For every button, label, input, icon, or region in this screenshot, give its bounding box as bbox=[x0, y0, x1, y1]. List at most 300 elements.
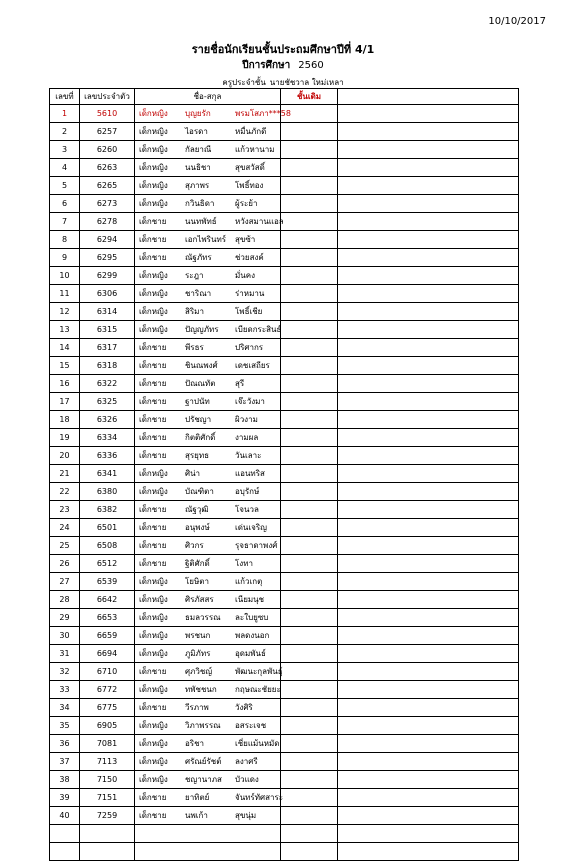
last-name: สุรี bbox=[235, 379, 245, 388]
student-id: 6294 bbox=[80, 231, 135, 249]
student-number: 1 bbox=[50, 105, 80, 123]
previous-class-cell bbox=[281, 699, 338, 717]
empty-cell bbox=[80, 843, 135, 861]
last-name: สุขซ้า bbox=[235, 235, 256, 244]
student-number: 26 bbox=[50, 555, 80, 573]
table-row bbox=[50, 501, 519, 519]
first-name: กวินธิดา bbox=[185, 199, 215, 208]
table-row bbox=[50, 555, 519, 573]
student-number: 5 bbox=[50, 177, 80, 195]
blank-cell bbox=[338, 753, 519, 771]
previous-class-cell bbox=[281, 627, 338, 645]
name-prefix: เด็กหญิง bbox=[139, 613, 168, 622]
first-name: ภูมิภัทร bbox=[185, 649, 211, 658]
first-name: ศรัณย์รัชต์ bbox=[185, 757, 222, 766]
student-id: 6273 bbox=[80, 195, 135, 213]
academic-year-value: 2560 bbox=[298, 60, 324, 71]
previous-class-cell bbox=[281, 393, 338, 411]
last-name: โงทา bbox=[235, 559, 253, 568]
student-name bbox=[135, 771, 281, 789]
previous-class-cell bbox=[281, 573, 338, 591]
student-name bbox=[135, 285, 281, 303]
student-number: 21 bbox=[50, 465, 80, 483]
student-number: 25 bbox=[50, 537, 80, 555]
previous-class-cell bbox=[281, 375, 338, 393]
table-row bbox=[50, 537, 519, 555]
table-row bbox=[50, 771, 519, 789]
table-row bbox=[50, 375, 519, 393]
previous-class-cell bbox=[281, 141, 338, 159]
table-row bbox=[50, 249, 519, 267]
student-id: 6512 bbox=[80, 555, 135, 573]
student-id: 6539 bbox=[80, 573, 135, 591]
blank-cell bbox=[338, 627, 519, 645]
student-number: 38 bbox=[50, 771, 80, 789]
previous-class-cell bbox=[281, 537, 338, 555]
print-date: 10/10/2017 bbox=[488, 16, 546, 27]
last-name: เจ๊ะวังมา bbox=[235, 397, 265, 406]
student-number: 40 bbox=[50, 807, 80, 825]
name-prefix: เด็กหญิง bbox=[139, 109, 168, 118]
student-number: 16 bbox=[50, 375, 80, 393]
last-name: ผิวงาม bbox=[235, 415, 258, 424]
student-id: 6772 bbox=[80, 681, 135, 699]
blank-cell bbox=[338, 771, 519, 789]
blank-cell bbox=[338, 357, 519, 375]
previous-class-cell bbox=[281, 195, 338, 213]
first-name: กัลยาณี bbox=[185, 145, 212, 154]
blank-cell bbox=[338, 321, 519, 339]
blank-cell bbox=[338, 303, 519, 321]
blank-cell bbox=[338, 465, 519, 483]
student-name bbox=[135, 159, 281, 177]
first-name: ยาทิตย์ bbox=[185, 793, 210, 802]
first-name: ปัญญภัทร bbox=[185, 325, 219, 334]
last-name: มั่นคง bbox=[235, 271, 255, 280]
empty-cell bbox=[50, 843, 80, 861]
first-name: ศิวกร bbox=[185, 541, 204, 550]
first-name: พรชนก bbox=[185, 631, 211, 640]
blank-cell bbox=[338, 591, 519, 609]
name-prefix: เด็กหญิง bbox=[139, 631, 168, 640]
student-name bbox=[135, 267, 281, 285]
blank-cell bbox=[338, 555, 519, 573]
blank-cell bbox=[338, 663, 519, 681]
blank-cell bbox=[338, 267, 519, 285]
name-prefix: เด็กชาย bbox=[139, 793, 167, 802]
header-status: ชั้นเดิม bbox=[281, 89, 338, 105]
last-name: แก้วเกตุ bbox=[235, 577, 263, 586]
academic-year bbox=[0, 58, 566, 73]
blank-cell bbox=[338, 573, 519, 591]
name-prefix: เด็กชาย bbox=[139, 253, 167, 262]
student-number: 19 bbox=[50, 429, 80, 447]
table-row bbox=[50, 573, 519, 591]
student-name bbox=[135, 645, 281, 663]
name-prefix: เด็กชาย bbox=[139, 235, 167, 244]
first-name: ปรัชญา bbox=[185, 415, 212, 424]
student-id: 6263 bbox=[80, 159, 135, 177]
first-name: พีรธร bbox=[185, 343, 204, 352]
student-id: 6642 bbox=[80, 591, 135, 609]
last-name: เบียดกระสินธ์ bbox=[235, 325, 282, 334]
table-row bbox=[50, 609, 519, 627]
student-name bbox=[135, 663, 281, 681]
blank-cell bbox=[338, 501, 519, 519]
student-number: 24 bbox=[50, 519, 80, 537]
last-name: วังศิริ bbox=[235, 703, 253, 712]
last-name: โจนวล bbox=[235, 505, 259, 514]
previous-class-cell bbox=[281, 717, 338, 735]
name-prefix: เด็กชาย bbox=[139, 451, 167, 460]
first-name: สุรยุทธ bbox=[185, 451, 210, 460]
empty-row bbox=[50, 825, 519, 843]
student-name bbox=[135, 231, 281, 249]
student-name bbox=[135, 411, 281, 429]
name-prefix: เด็กหญิง bbox=[139, 163, 168, 172]
student-name bbox=[135, 123, 281, 141]
first-name: ปัณณทัต bbox=[185, 379, 216, 388]
student-number: 14 bbox=[50, 339, 80, 357]
student-id: 6322 bbox=[80, 375, 135, 393]
previous-class-cell bbox=[281, 285, 338, 303]
student-name bbox=[135, 357, 281, 375]
table-row bbox=[50, 105, 519, 123]
last-name: รุจธาดาพงศ์ bbox=[235, 541, 278, 550]
blank-cell bbox=[338, 429, 519, 447]
first-name: ณัฐวุฒิ bbox=[185, 505, 209, 514]
student-name bbox=[135, 627, 281, 645]
student-name bbox=[135, 483, 281, 501]
table-row bbox=[50, 195, 519, 213]
previous-class-cell bbox=[281, 519, 338, 537]
teacher-name: นายชัชวาล ใหม่เหลา bbox=[269, 78, 344, 87]
name-prefix: เด็กชาย bbox=[139, 415, 167, 424]
table-row bbox=[50, 681, 519, 699]
student-number: 8 bbox=[50, 231, 80, 249]
table-row bbox=[50, 321, 519, 339]
student-id: 6710 bbox=[80, 663, 135, 681]
student-name bbox=[135, 501, 281, 519]
previous-class-cell bbox=[281, 303, 338, 321]
first-name: ชญานาภส bbox=[185, 775, 222, 784]
first-name: นพเก้า bbox=[185, 811, 208, 820]
last-name: เดชเสถียร bbox=[235, 361, 270, 370]
student-id: 7151 bbox=[80, 789, 135, 807]
previous-class-cell bbox=[281, 789, 338, 807]
table-row bbox=[50, 519, 519, 537]
table-row bbox=[50, 447, 519, 465]
student-name bbox=[135, 609, 281, 627]
blank-cell bbox=[338, 735, 519, 753]
first-name: สุภาพร bbox=[185, 181, 210, 190]
empty-cell bbox=[135, 825, 281, 843]
table-row bbox=[50, 303, 519, 321]
student-id: 6653 bbox=[80, 609, 135, 627]
student-number: 32 bbox=[50, 663, 80, 681]
student-id: 6336 bbox=[80, 447, 135, 465]
empty-row bbox=[50, 843, 519, 861]
last-name: อุดมพันธ์ bbox=[235, 649, 266, 658]
student-name bbox=[135, 339, 281, 357]
table-row bbox=[50, 267, 519, 285]
header-name: ชื่อ-สกุล bbox=[135, 89, 281, 105]
table-row bbox=[50, 177, 519, 195]
student-number: 20 bbox=[50, 447, 80, 465]
student-name bbox=[135, 213, 284, 231]
table-row bbox=[50, 807, 519, 825]
student-number: 33 bbox=[50, 681, 80, 699]
header-blank bbox=[338, 89, 519, 105]
table-header-row bbox=[50, 89, 519, 105]
empty-cell bbox=[135, 843, 281, 861]
blank-cell bbox=[338, 699, 519, 717]
page-title: รายชื่อนักเรียนชั้นประถมศึกษาปีที่ 4/1 bbox=[191, 43, 375, 56]
student-name bbox=[135, 447, 281, 465]
first-name: เอกไพรินทร์ bbox=[185, 235, 227, 244]
last-name: แก้วหานาม bbox=[235, 145, 275, 154]
last-name: หมื่นภักดี bbox=[235, 127, 267, 136]
table-row bbox=[50, 141, 519, 159]
name-prefix: เด็กชาย bbox=[139, 811, 167, 820]
student-name bbox=[135, 555, 281, 573]
table-row bbox=[50, 735, 519, 753]
last-name: เนียมนุช bbox=[235, 595, 265, 604]
student-number: 29 bbox=[50, 609, 80, 627]
student-rows bbox=[50, 105, 519, 861]
student-number: 34 bbox=[50, 699, 80, 717]
name-prefix: เด็กชาย bbox=[139, 361, 167, 370]
student-name bbox=[135, 321, 281, 339]
empty-cell bbox=[338, 825, 519, 843]
name-prefix: เด็กหญิง bbox=[139, 685, 168, 694]
student-id: 6317 bbox=[80, 339, 135, 357]
student-name bbox=[135, 141, 281, 159]
student-name bbox=[135, 465, 281, 483]
student-id: 5610 bbox=[80, 105, 135, 123]
first-name: ชาริณา bbox=[185, 289, 212, 298]
student-name bbox=[135, 429, 281, 447]
last-name: สุขสวัสดิ์ bbox=[235, 163, 265, 172]
student-number: 6 bbox=[50, 195, 80, 213]
blank-cell bbox=[338, 375, 519, 393]
student-name bbox=[135, 393, 281, 411]
name-prefix: เด็กหญิง bbox=[139, 289, 168, 298]
table-row bbox=[50, 123, 519, 141]
last-name: อสระเจช bbox=[235, 721, 267, 730]
student-id: 6325 bbox=[80, 393, 135, 411]
student-name bbox=[135, 699, 281, 717]
last-name: โพธิ์เชีย bbox=[235, 307, 263, 316]
blank-cell bbox=[338, 519, 519, 537]
student-name bbox=[135, 789, 284, 807]
table-row bbox=[50, 357, 519, 375]
student-id: 6278 bbox=[80, 213, 135, 231]
blank-cell bbox=[338, 393, 519, 411]
last-name: ผู้ระย้า bbox=[235, 199, 258, 208]
blank-cell bbox=[338, 339, 519, 357]
last-name: หวังสมานแอล bbox=[235, 217, 284, 226]
name-prefix: เด็กชาย bbox=[139, 703, 167, 712]
name-prefix: เด็กหญิง bbox=[139, 271, 168, 280]
name-prefix: เด็กชาย bbox=[139, 217, 167, 226]
first-name: อนุพงษ์ bbox=[185, 523, 210, 532]
previous-class-cell bbox=[281, 465, 338, 483]
name-prefix: เด็กหญิง bbox=[139, 127, 168, 136]
first-name: สิริมา bbox=[185, 307, 204, 316]
first-name: ชินณพงศ์ bbox=[185, 361, 218, 370]
student-name bbox=[135, 807, 281, 825]
first-name: ไอรดา bbox=[185, 127, 208, 136]
header-no: เลขที่ bbox=[50, 89, 80, 105]
name-prefix: เด็กชาย bbox=[139, 379, 167, 388]
last-name: เชี่ยแม้นหมัด bbox=[235, 739, 280, 748]
name-prefix: เด็กหญิง bbox=[139, 145, 168, 154]
student-number: 27 bbox=[50, 573, 80, 591]
first-name: ฐิติศักดิ์ bbox=[185, 559, 210, 568]
student-number: 2 bbox=[50, 123, 80, 141]
student-id: 6314 bbox=[80, 303, 135, 321]
last-name: งามผล bbox=[235, 433, 259, 442]
name-prefix: เด็กชาย bbox=[139, 397, 167, 406]
table-row bbox=[50, 789, 519, 807]
student-id: 6257 bbox=[80, 123, 135, 141]
table-row bbox=[50, 231, 519, 249]
previous-class-cell bbox=[281, 645, 338, 663]
name-prefix: เด็กหญิง bbox=[139, 181, 168, 190]
name-prefix: เด็กหญิง bbox=[139, 199, 168, 208]
student-number: 7 bbox=[50, 213, 80, 231]
previous-class-cell bbox=[281, 591, 338, 609]
table-row bbox=[50, 213, 519, 231]
empty-cell bbox=[281, 825, 338, 843]
student-id: 7113 bbox=[80, 753, 135, 771]
blank-cell bbox=[338, 195, 519, 213]
previous-class-cell bbox=[281, 447, 338, 465]
student-id: 6318 bbox=[80, 357, 135, 375]
previous-class-cell bbox=[281, 177, 338, 195]
previous-class-cell bbox=[281, 501, 338, 519]
previous-class-cell bbox=[281, 123, 338, 141]
student-id: 6260 bbox=[80, 141, 135, 159]
previous-class-cell bbox=[281, 771, 338, 789]
student-name bbox=[135, 303, 281, 321]
student-id: 6382 bbox=[80, 501, 135, 519]
student-name bbox=[135, 195, 281, 213]
last-name: แอนทริส bbox=[235, 469, 265, 478]
last-name: พรมโสภา***58 bbox=[235, 109, 291, 118]
name-prefix: เด็กชาย bbox=[139, 541, 167, 550]
student-number: 15 bbox=[50, 357, 80, 375]
student-number: 9 bbox=[50, 249, 80, 267]
student-name bbox=[135, 537, 281, 555]
previous-class-cell bbox=[281, 213, 338, 231]
student-number: 30 bbox=[50, 627, 80, 645]
empty-cell bbox=[281, 843, 338, 861]
previous-class-cell bbox=[281, 681, 338, 699]
student-name bbox=[135, 177, 281, 195]
student-name bbox=[135, 249, 281, 267]
first-name: ศิน่า bbox=[185, 469, 201, 478]
blank-cell bbox=[338, 141, 519, 159]
last-name: จันทร์ทัศสาระ bbox=[235, 793, 284, 802]
blank-cell bbox=[338, 105, 519, 123]
last-name: วันเลาะ bbox=[235, 451, 262, 460]
name-prefix: เด็กชาย bbox=[139, 523, 167, 532]
student-number: 18 bbox=[50, 411, 80, 429]
student-name bbox=[135, 681, 281, 699]
student-name bbox=[135, 375, 281, 393]
student-name bbox=[135, 519, 281, 537]
first-name: อริชา bbox=[185, 739, 205, 748]
student-id: 6341 bbox=[80, 465, 135, 483]
student-id: 6694 bbox=[80, 645, 135, 663]
student-number: 10 bbox=[50, 267, 80, 285]
previous-class-cell bbox=[281, 321, 338, 339]
student-id: 7081 bbox=[80, 735, 135, 753]
blank-cell bbox=[338, 213, 519, 231]
blank-cell bbox=[338, 177, 519, 195]
student-number: 3 bbox=[50, 141, 80, 159]
first-name: ฐาปนัท bbox=[185, 397, 210, 406]
blank-cell bbox=[338, 285, 519, 303]
empty-cell bbox=[80, 825, 135, 843]
student-number: 23 bbox=[50, 501, 80, 519]
name-prefix: เด็กหญิง bbox=[139, 469, 168, 478]
table-row bbox=[50, 339, 519, 357]
name-prefix: เด็กหญิง bbox=[139, 577, 168, 586]
student-name bbox=[135, 573, 281, 591]
student-id: 6380 bbox=[80, 483, 135, 501]
blank-cell bbox=[338, 645, 519, 663]
student-number: 39 bbox=[50, 789, 80, 807]
student-number: 4 bbox=[50, 159, 80, 177]
first-name: วิภาพรรณ bbox=[185, 721, 221, 730]
table-row bbox=[50, 465, 519, 483]
blank-cell bbox=[338, 159, 519, 177]
table-row bbox=[50, 411, 519, 429]
student-id: 6306 bbox=[80, 285, 135, 303]
previous-class-cell bbox=[281, 609, 338, 627]
first-name: นนธิชา bbox=[185, 163, 211, 172]
last-name: พัฒนะกุลพันธุ์ bbox=[235, 667, 283, 676]
blank-cell bbox=[338, 717, 519, 735]
previous-class-cell bbox=[281, 555, 338, 573]
first-name: ศุภวิชญ์ bbox=[185, 667, 213, 676]
last-name: ช่วยสงค์ bbox=[235, 253, 264, 262]
table-row bbox=[50, 699, 519, 717]
name-prefix: เด็กชาย bbox=[139, 559, 167, 568]
name-prefix: เด็กหญิง bbox=[139, 721, 168, 730]
previous-class-cell bbox=[281, 357, 338, 375]
last-name: ลงาศรี bbox=[235, 757, 258, 766]
blank-cell bbox=[338, 537, 519, 555]
previous-class-cell bbox=[281, 231, 338, 249]
last-name: ปริศากร bbox=[235, 343, 264, 352]
previous-class-cell bbox=[281, 249, 338, 267]
first-name: กิตติศักดิ์ bbox=[185, 433, 216, 442]
student-id: 6295 bbox=[80, 249, 135, 267]
student-number: 22 bbox=[50, 483, 80, 501]
student-number: 28 bbox=[50, 591, 80, 609]
blank-cell bbox=[338, 249, 519, 267]
student-name bbox=[135, 717, 281, 735]
last-name: ละใบยูซบ bbox=[235, 613, 269, 622]
student-id: 6334 bbox=[80, 429, 135, 447]
blank-cell bbox=[338, 609, 519, 627]
name-prefix: เด็กหญิง bbox=[139, 757, 168, 766]
last-name: พลดงนอก bbox=[235, 631, 270, 640]
